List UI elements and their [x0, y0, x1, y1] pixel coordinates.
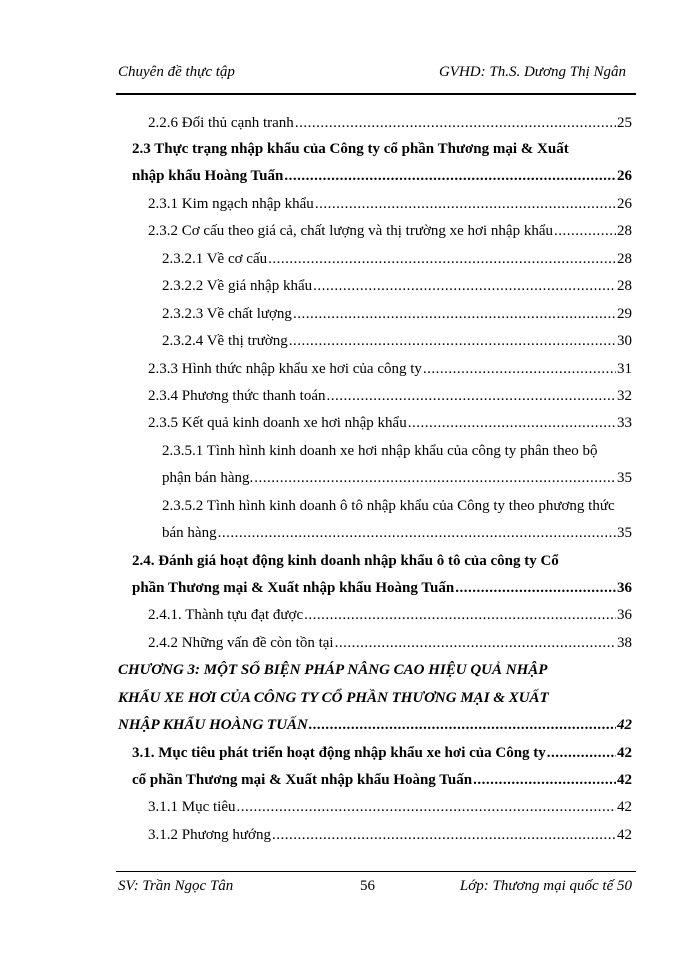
toc-entry: 2.3.5.2 Tình hình kinh doanh ô tô nhập khẩu của Công ty theo phương thức	[162, 498, 615, 514]
toc-entry: nhập khẩu Hoàng Tuấn ..... 26	[132, 168, 632, 192]
toc-entry: 2.3 Thực trạng nhập khẩu của Công ty cổ phần Thương mại & Xuất	[132, 141, 569, 157]
page-number: 56	[360, 878, 375, 894]
chapter-heading: NHẬP KHẨU HOÀNG TUẤN ..... 42	[118, 717, 632, 741]
toc-entry: 2.3.2 Cơ cấu theo giá cả, chất lượng và thị trường xe hơi nhập khẩu ..... 28	[148, 223, 632, 247]
toc-entry: 2.3.4 Phương thức thanh toán ..... 32	[148, 388, 632, 412]
footer-rule	[116, 871, 636, 872]
toc-entry: 2.4.2 Những vấn đề còn tồn tại ..... 38	[148, 635, 632, 659]
toc-entry: 3.1.2 Phương hướng ..... 42	[148, 827, 632, 851]
toc-entry: 3.1.1 Mục tiêu ..... 42	[148, 799, 632, 823]
chapter-heading: KHẨU XE HƠI CỦA CÔNG TY CỔ PHẦN THƯƠNG MẠI & XUẤT	[118, 690, 549, 706]
toc-entry: 2.2.6 Đối thủ cạnh tranh ..... 25	[148, 115, 632, 139]
footer-right: Lớp: Thương mại quốc tế 50	[459, 878, 632, 894]
toc-entry: 2.3.3 Hình thức nhập khẩu xe hơi của công ty ..... 31	[148, 361, 632, 385]
toc-entry: phận bán hàng. ..... 35	[162, 470, 632, 494]
toc-entry: 2.4.1. Thành tựu đạt được ..... 36	[148, 607, 632, 631]
chapter-heading: CHƯƠNG 3: MỘT SỐ BIỆN PHÁP NÂNG CAO HIỆU QUẢ NHẬP	[118, 662, 548, 678]
toc-entry: 2.3.1 Kim ngạch nhập khẩu ..... 26	[148, 196, 632, 220]
toc-entry: bán hàng ..... 35	[162, 525, 632, 549]
toc-entry: 3.1. Mục tiêu phát triển hoạt động nhập khẩu xe hơi của Công ty ..... 42	[132, 745, 632, 769]
toc-entry: 2.3.2.4 Về thị trường ..... 30	[162, 333, 632, 357]
header-left: Chuyên đề thực tập	[118, 64, 235, 80]
header-right: GVHD: Th.S. Dương Thị Ngân	[438, 64, 626, 80]
toc-entry: 2.3.5.1 Tình hình kinh doanh xe hơi nhập khẩu của công ty phân theo bộ	[162, 443, 598, 459]
header-rule	[116, 93, 636, 95]
toc-entry: cổ phần Thương mại & Xuất nhập khẩu Hoàng Tuấn ..... 42	[132, 772, 632, 796]
toc-entry: 2.3.2.2 Về giá nhập khẩu ..... 28	[162, 278, 632, 302]
footer-left: SV: Trần Ngọc Tân	[118, 878, 234, 894]
toc-entry: 2.3.2.3 Về chất lượng ..... 29	[162, 306, 632, 330]
toc-entry: 2.4. Đánh giá hoạt động kinh doanh nhập khẩu ô tô của công ty Cổ	[132, 553, 559, 569]
toc-entry: 2.3.5 Kết quả kinh doanh xe hơi nhập khẩu ..... 33	[148, 415, 632, 439]
toc-entry: 2.3.2.1 Về cơ cấu ..... 28	[162, 251, 632, 275]
toc-entry: phần Thương mại & Xuất nhập khẩu Hoàng Tuấn ..... 36	[132, 580, 632, 604]
